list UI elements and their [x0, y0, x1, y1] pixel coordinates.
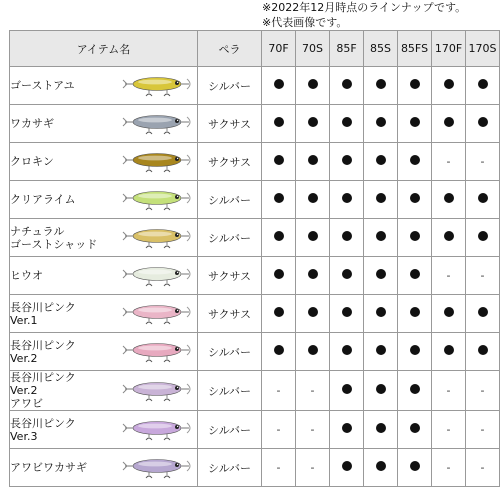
availability-cell: [330, 257, 364, 295]
item-name-line: アワビ: [10, 397, 43, 410]
available-dot-icon: [478, 79, 488, 89]
table-row: [10, 449, 500, 487]
pera-cell: サクサス: [198, 257, 262, 295]
availability-cell: [262, 295, 296, 333]
availability-cell: [432, 333, 466, 371]
available-dot-icon: [478, 193, 488, 203]
availability-cell: [262, 449, 296, 487]
header-size-85s: 85S: [364, 31, 398, 67]
availability-cell: [262, 371, 296, 411]
available-dot-icon: [478, 231, 488, 241]
availability-cell: [296, 67, 330, 105]
availability-cell: [364, 257, 398, 295]
item-name-line: ワカサギ: [10, 117, 54, 130]
unavailable-dash: -: [446, 423, 451, 436]
availability-cell: [296, 295, 330, 333]
availability-cell: [398, 67, 432, 105]
availability-cell: [466, 449, 500, 487]
available-dot-icon: [342, 117, 352, 127]
pera-cell: シルバー: [198, 411, 262, 449]
availability-cell: [398, 219, 432, 257]
availability-cell: [364, 219, 398, 257]
available-dot-icon: [410, 307, 420, 317]
availability-cell: [330, 449, 364, 487]
available-dot-icon: [410, 79, 420, 89]
availability-cell: [432, 181, 466, 219]
available-dot-icon: [308, 79, 318, 89]
lure-image-icon: [121, 189, 193, 211]
available-dot-icon: [308, 307, 318, 317]
item-name-line: アワビワカサギ: [10, 461, 87, 474]
item-name-cell: [10, 257, 198, 295]
availability-cell: [364, 67, 398, 105]
availability-cell: [432, 449, 466, 487]
table-row: [10, 105, 500, 143]
available-dot-icon: [274, 269, 284, 279]
availability-cell: [466, 295, 500, 333]
availability-cell: [432, 257, 466, 295]
lineup-table: [9, 30, 500, 487]
availability-cell: [296, 333, 330, 371]
table-row: [10, 181, 500, 219]
availability-cell: [432, 295, 466, 333]
availability-cell: [330, 143, 364, 181]
availability-cell: [432, 411, 466, 449]
availability-cell: [262, 143, 296, 181]
unavailable-dash: -: [480, 269, 485, 282]
pera-cell: シルバー: [198, 333, 262, 371]
pera-cell: シルバー: [198, 67, 262, 105]
header-size-70f: 70F: [262, 31, 296, 67]
available-dot-icon: [274, 155, 284, 165]
item-name-cell: [10, 371, 198, 411]
table-row: [10, 67, 500, 105]
pera-cell: シルバー: [198, 449, 262, 487]
header-pera: ペラ: [198, 31, 262, 67]
availability-cell: [398, 143, 432, 181]
lure-image-icon: [121, 419, 193, 441]
lure-image-icon: [121, 75, 193, 97]
availability-cell: [398, 411, 432, 449]
pera-cell: シルバー: [198, 181, 262, 219]
available-dot-icon: [342, 307, 352, 317]
availability-cell: [432, 67, 466, 105]
lure-image-icon: [121, 265, 193, 287]
available-dot-icon: [342, 269, 352, 279]
item-name-cell: [10, 333, 198, 371]
item-name-line: クリアライム: [10, 193, 76, 206]
availability-cell: [364, 105, 398, 143]
availability-cell: [296, 219, 330, 257]
item-name-line: 長谷川ピンク: [10, 300, 76, 314]
table-row: [10, 257, 500, 295]
available-dot-icon: [376, 79, 386, 89]
pera-cell: シルバー: [198, 219, 262, 257]
available-dot-icon: [444, 307, 454, 317]
available-dot-icon: [410, 384, 420, 394]
available-dot-icon: [444, 117, 454, 127]
availability-cell: [398, 257, 432, 295]
availability-cell: [262, 257, 296, 295]
available-dot-icon: [342, 345, 352, 355]
availability-cell: [466, 181, 500, 219]
availability-cell: [364, 371, 398, 411]
available-dot-icon: [376, 193, 386, 203]
available-dot-icon: [410, 461, 420, 471]
item-name-line: ゴーストシャッド: [10, 237, 98, 251]
table-row: [10, 371, 500, 411]
item-name-cell: [10, 67, 198, 105]
availability-cell: [296, 143, 330, 181]
available-dot-icon: [376, 155, 386, 165]
header-size-85fs: 85FS: [398, 31, 432, 67]
lure-image-icon: [121, 380, 193, 402]
available-dot-icon: [342, 461, 352, 471]
available-dot-icon: [410, 345, 420, 355]
item-name-cell: [10, 449, 198, 487]
availability-cell: [262, 219, 296, 257]
availability-cell: [330, 411, 364, 449]
available-dot-icon: [308, 117, 318, 127]
availability-cell: [330, 371, 364, 411]
availability-cell: [466, 333, 500, 371]
availability-cell: [262, 181, 296, 219]
availability-cell: [398, 333, 432, 371]
footnotes: [262, 0, 492, 30]
available-dot-icon: [342, 231, 352, 241]
availability-cell: [432, 105, 466, 143]
item-name-cell: [10, 105, 198, 143]
pera-cell: サクサス: [198, 143, 262, 181]
lure-image-icon: [121, 457, 193, 479]
note-lineup-date: ※2022年12月時点のラインナップです。: [262, 1, 467, 14]
availability-cell: [262, 333, 296, 371]
available-dot-icon: [274, 231, 284, 241]
item-name-line: ゴーストアユ: [10, 79, 75, 92]
item-name-line: ナチュラル: [10, 224, 65, 238]
available-dot-icon: [376, 269, 386, 279]
availability-cell: [330, 333, 364, 371]
availability-cell: [364, 449, 398, 487]
lure-image-icon: [121, 303, 193, 325]
available-dot-icon: [376, 345, 386, 355]
unavailable-dash: -: [446, 461, 451, 474]
table-body: [10, 67, 500, 487]
available-dot-icon: [274, 193, 284, 203]
unavailable-dash: -: [446, 155, 451, 168]
availability-cell: [364, 295, 398, 333]
availability-cell: [432, 219, 466, 257]
availability-cell: [466, 257, 500, 295]
availability-cell: [398, 105, 432, 143]
available-dot-icon: [342, 79, 352, 89]
pera-cell: シルバー: [198, 371, 262, 411]
item-name-line: 長谷川ピンク: [10, 338, 76, 352]
unavailable-dash: -: [310, 384, 315, 397]
note-representative-image: ※代表画像です。: [262, 16, 348, 29]
available-dot-icon: [478, 117, 488, 127]
header-size-70s: 70S: [296, 31, 330, 67]
item-name-line: Ver.2: [10, 384, 38, 397]
available-dot-icon: [308, 155, 318, 165]
item-name-cell: [10, 219, 198, 257]
availability-cell: [330, 67, 364, 105]
availability-cell: [466, 67, 500, 105]
header-size-85f: 85F: [330, 31, 364, 67]
table-row: [10, 143, 500, 181]
unavailable-dash: -: [480, 423, 485, 436]
lure-image-icon: [121, 151, 193, 173]
availability-cell: [466, 411, 500, 449]
unavailable-dash: -: [480, 155, 485, 168]
availability-cell: [398, 449, 432, 487]
availability-cell: [296, 449, 330, 487]
available-dot-icon: [274, 79, 284, 89]
available-dot-icon: [274, 345, 284, 355]
available-dot-icon: [444, 345, 454, 355]
available-dot-icon: [308, 269, 318, 279]
item-name-line: Ver.3: [10, 429, 38, 443]
availability-cell: [432, 143, 466, 181]
available-dot-icon: [376, 423, 386, 433]
available-dot-icon: [376, 307, 386, 317]
availability-cell: [330, 295, 364, 333]
availability-cell: [330, 181, 364, 219]
available-dot-icon: [410, 231, 420, 241]
header-item-name: アイテム名: [10, 31, 198, 67]
availability-cell: [296, 257, 330, 295]
available-dot-icon: [376, 461, 386, 471]
unavailable-dash: -: [480, 384, 485, 397]
availability-cell: [364, 333, 398, 371]
item-name-line: ヒウオ: [10, 269, 43, 282]
lure-image-icon: [121, 113, 193, 135]
unavailable-dash: -: [276, 423, 281, 436]
item-name-cell: [10, 295, 198, 333]
unavailable-dash: -: [276, 384, 281, 397]
availability-cell: [296, 181, 330, 219]
pera-cell: サクサス: [198, 105, 262, 143]
header-size-170s: 170S: [466, 31, 500, 67]
header-size-170f: 170F: [432, 31, 466, 67]
available-dot-icon: [308, 231, 318, 241]
available-dot-icon: [444, 79, 454, 89]
availability-cell: [466, 143, 500, 181]
pera-cell: サクサス: [198, 295, 262, 333]
available-dot-icon: [410, 117, 420, 127]
item-name-line: Ver.2: [10, 351, 38, 365]
unavailable-dash: -: [480, 461, 485, 474]
available-dot-icon: [308, 345, 318, 355]
table-row: [10, 333, 500, 371]
available-dot-icon: [274, 307, 284, 317]
availability-cell: [398, 295, 432, 333]
unavailable-dash: -: [446, 269, 451, 282]
availability-cell: [262, 105, 296, 143]
availability-cell: [364, 411, 398, 449]
available-dot-icon: [342, 193, 352, 203]
availability-cell: [398, 181, 432, 219]
available-dot-icon: [444, 231, 454, 241]
available-dot-icon: [478, 345, 488, 355]
available-dot-icon: [342, 155, 352, 165]
lure-image-icon: [121, 341, 193, 363]
available-dot-icon: [410, 193, 420, 203]
available-dot-icon: [342, 423, 352, 433]
available-dot-icon: [274, 117, 284, 127]
item-name-cell: [10, 143, 198, 181]
available-dot-icon: [478, 307, 488, 317]
availability-cell: [296, 411, 330, 449]
lure-image-icon: [121, 227, 193, 249]
availability-cell: [296, 371, 330, 411]
item-name-cell: [10, 411, 198, 449]
availability-cell: [262, 411, 296, 449]
item-name-line: Ver.1: [10, 313, 38, 327]
availability-cell: [364, 143, 398, 181]
item-name-cell: [10, 181, 198, 219]
available-dot-icon: [410, 423, 420, 433]
availability-cell: [330, 105, 364, 143]
unavailable-dash: -: [446, 384, 451, 397]
availability-cell: [432, 371, 466, 411]
available-dot-icon: [410, 155, 420, 165]
availability-cell: [466, 105, 500, 143]
item-name-line: クロキン: [10, 155, 54, 168]
availability-cell: [262, 67, 296, 105]
available-dot-icon: [308, 193, 318, 203]
header-row: [10, 31, 500, 67]
available-dot-icon: [376, 384, 386, 394]
availability-cell: [466, 219, 500, 257]
availability-cell: [364, 181, 398, 219]
item-name-line: 長谷川ピンク: [10, 416, 76, 430]
table-row: [10, 295, 500, 333]
available-dot-icon: [342, 384, 352, 394]
availability-cell: [466, 371, 500, 411]
available-dot-icon: [376, 231, 386, 241]
unavailable-dash: -: [310, 461, 315, 474]
item-name-line: 長谷川ピンク: [10, 371, 76, 384]
available-dot-icon: [444, 193, 454, 203]
availability-cell: [398, 371, 432, 411]
availability-cell: [330, 219, 364, 257]
unavailable-dash: -: [276, 461, 281, 474]
availability-cell: [296, 105, 330, 143]
unavailable-dash: -: [310, 423, 315, 436]
table-row: [10, 411, 500, 449]
table-row: [10, 219, 500, 257]
available-dot-icon: [376, 117, 386, 127]
available-dot-icon: [410, 269, 420, 279]
